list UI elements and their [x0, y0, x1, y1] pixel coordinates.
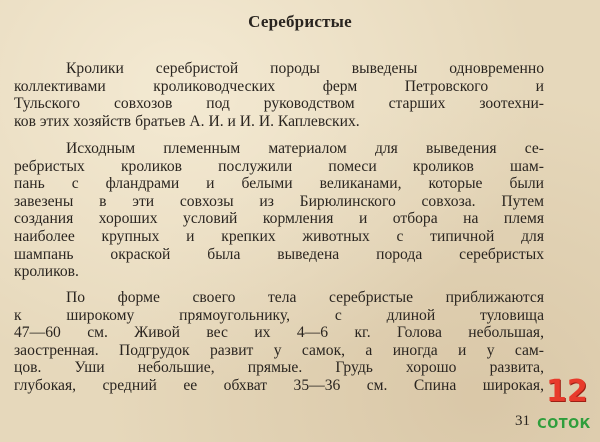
text-line: наиболее крупных и крепких животных с типичной для	[14, 227, 544, 245]
paragraph-2	[14, 140, 544, 281]
text-line: Тульского совхозов под руководством старших зоотехни-	[14, 95, 544, 113]
text-line: цов. Уши небольшие, прямые. Грудь хорошо развита,	[14, 359, 544, 377]
text-line: коллективами кролиководческих ферм Петровского и	[14, 77, 544, 95]
text-line: пань с фландрами и белыми великанами, которые были	[14, 175, 544, 193]
text-line: глубокая, средний ее обхват 35—36 см. Спина широкая,	[14, 376, 544, 394]
section-heading: Серебристые	[248, 12, 352, 31]
text-line: ков этих хозяйств братьев А. И. и И. И. Каплевских.	[14, 112, 360, 130]
text-line: шампань окраской была выведена порода серебристых	[14, 245, 544, 263]
text-line: Исходным племенным материалом для выведения се-	[66, 140, 544, 157]
paragraph-1	[14, 60, 544, 130]
text-line: По форме своего тела серебристые приближаются	[66, 289, 544, 306]
text-line: Кролики серебристой породы выведены одновременно	[66, 60, 544, 77]
paragraph-3	[14, 289, 544, 395]
watermark-logo	[532, 374, 596, 436]
text-line: создания хороших условий кормления и отбора на племя	[14, 210, 544, 228]
logo-word: СОТОК	[537, 417, 591, 432]
text-line: завезены в эти совхозы из Бирюлинского совхоза. Путем	[14, 192, 544, 210]
text-line: 47—60 см. Живой вес их 4—6 кг. Голова небольшая,	[14, 324, 544, 342]
text-line: заостренная. Подгрудок развит у самок, а иногда и у сам-	[14, 341, 544, 359]
text-line: к широкому прямоугольнику, с длиной туловища	[14, 306, 544, 324]
page-number: 31	[515, 413, 530, 429]
text-line: ребристых кроликов послужили помеси кроликов шам-	[14, 157, 544, 175]
logo-number: 12	[546, 374, 588, 409]
text-line: кроликов.	[14, 263, 79, 281]
